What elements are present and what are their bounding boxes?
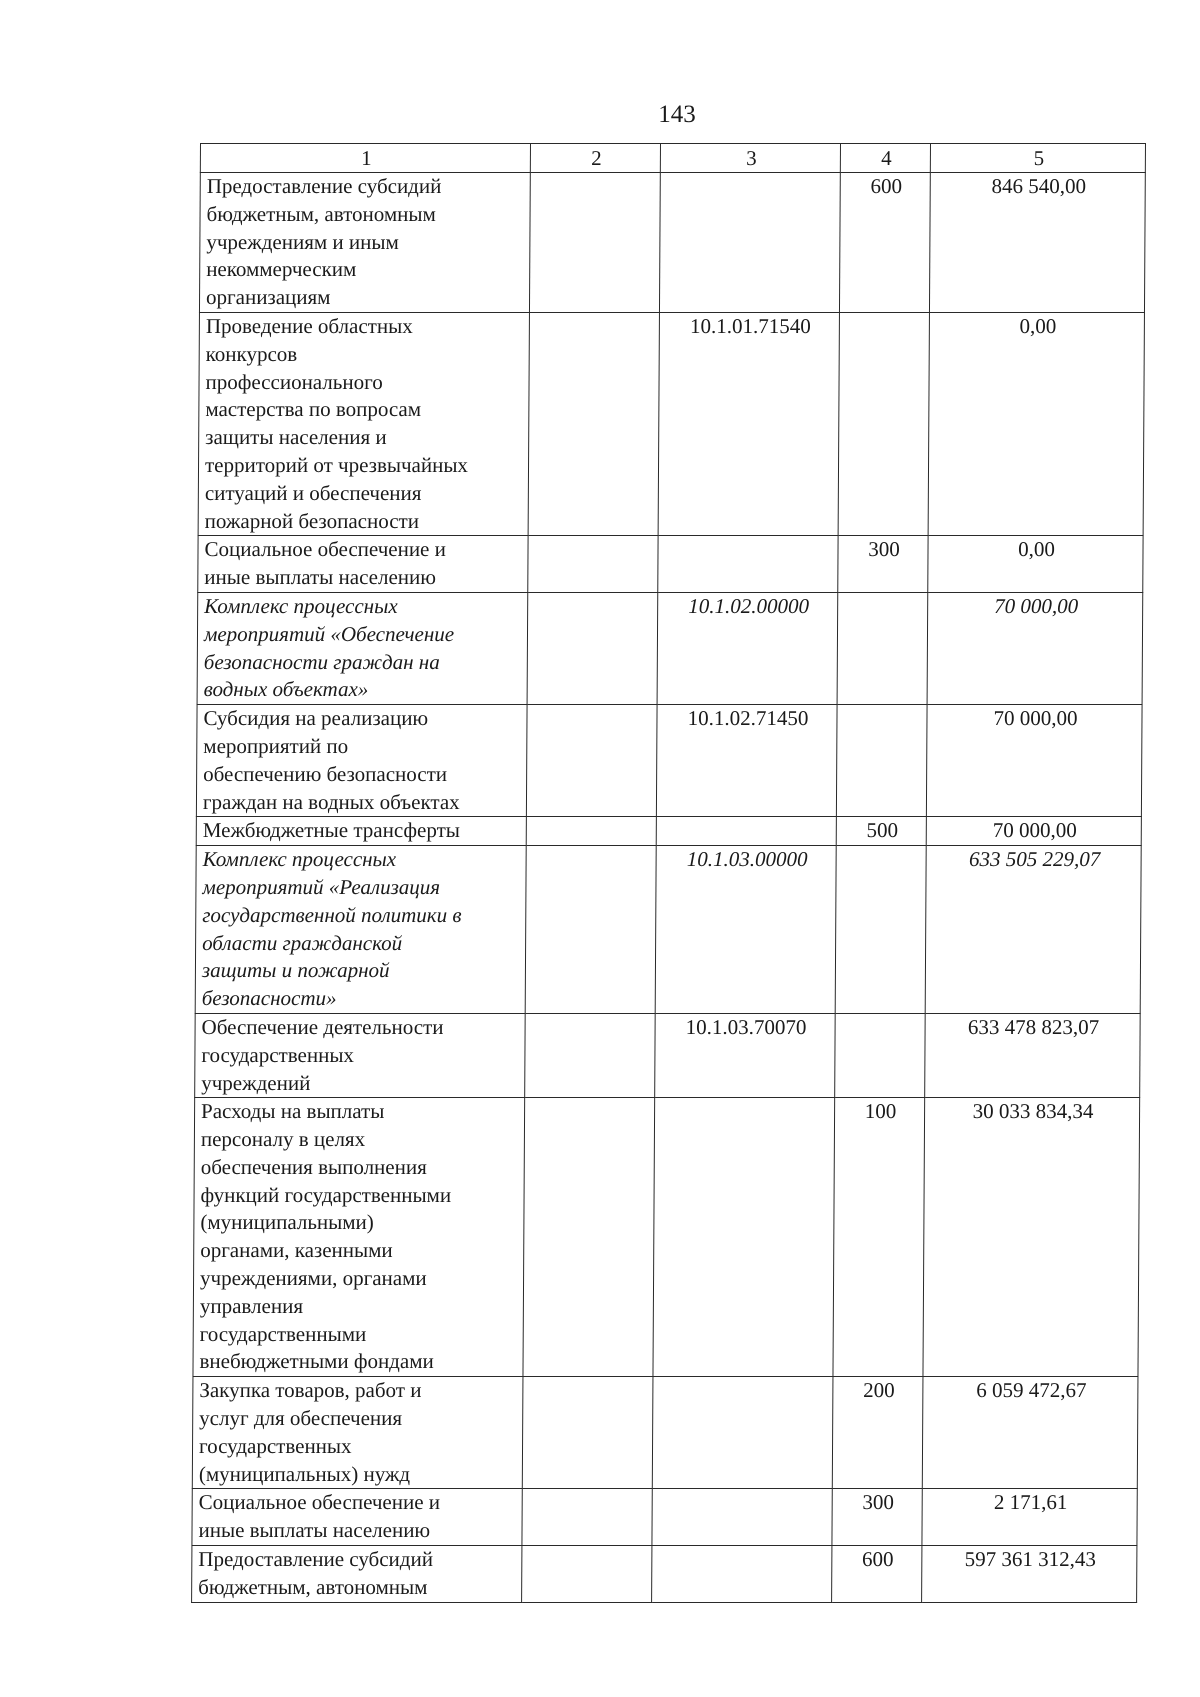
row-name-cell [198, 536, 528, 593]
row-code-cell: 10.1.03.00000 [655, 846, 836, 1014]
row-name-line: (муниципальных) нужд [198, 1461, 411, 1486]
row-col2-cell [525, 1013, 656, 1097]
row-amount-cell: 633 478 823,07 [925, 1013, 1141, 1097]
row-code-cell: 10.1.02.71450 [656, 705, 837, 817]
row-name-cell [199, 173, 530, 313]
row-amount-cell: 597 361 312,43 [922, 1546, 1137, 1603]
row-name-line: учреждениям и иным [206, 229, 399, 254]
row-amount-cell: 0,00 [928, 312, 1144, 535]
row-name-cell [196, 705, 527, 817]
row-amount-cell: 70 000,00 [927, 592, 1143, 704]
row-name-line: обеспечения выполнения [200, 1154, 427, 1179]
page-number: 143 [658, 101, 696, 128]
row-name-line: Обеспечение деятельности [201, 1014, 444, 1039]
row-name-line: Проведение областных [205, 313, 413, 338]
table-row [198, 312, 1144, 535]
header-cell-2: 2 [530, 144, 660, 173]
row-code-cell: 10.1.03.70070 [655, 1013, 836, 1097]
row-type-cell: 600 [839, 173, 930, 313]
header-cell-1: 1 [200, 144, 530, 173]
row-code-cell [659, 173, 840, 313]
row-name-line: бюджетным, автономным [198, 1574, 428, 1599]
row-name-cell [196, 817, 526, 846]
row-name-line: услуг для обеспечения [199, 1406, 403, 1431]
row-name-line: организациям [205, 285, 331, 310]
row-amount-cell: 0,00 [928, 536, 1143, 593]
row-name-line: Расходы на выплаты [201, 1099, 385, 1124]
row-name-line: мастерства по вопросам [205, 397, 422, 422]
row-type-cell: 300 [832, 1489, 922, 1546]
row-amount-cell: 846 540,00 [929, 173, 1145, 313]
row-name-line: функций государственными [200, 1182, 452, 1207]
row-name-line: водных объектах» [203, 677, 369, 702]
row-code-cell [658, 536, 838, 593]
row-code-cell: 10.1.01.71540 [658, 312, 839, 535]
row-code-cell [653, 1098, 835, 1377]
row-code-cell [652, 1489, 832, 1546]
header-cell-5: 5 [930, 144, 1145, 173]
row-type-cell [835, 846, 926, 1014]
row-col2-cell [526, 817, 656, 846]
table-row [197, 592, 1143, 704]
row-code-cell: 10.1.02.00000 [657, 592, 838, 704]
row-type-cell: 100 [833, 1098, 925, 1377]
row-name-line: профессионального [205, 369, 383, 394]
row-type-cell [838, 312, 929, 535]
row-name-cell [195, 1013, 526, 1097]
row-name-line: Социальное обеспечение и [198, 1490, 441, 1515]
row-type-cell [835, 1013, 926, 1097]
row-type-cell [837, 592, 928, 704]
row-type-cell: 200 [832, 1377, 923, 1489]
table-row [198, 536, 1143, 593]
row-name-line: государственных [201, 1042, 355, 1067]
row-name-line: безопасности граждан на [203, 649, 440, 674]
row-col2-cell [528, 312, 659, 535]
row-name-line: учреждений [201, 1070, 311, 1095]
row-amount-cell: 70 000,00 [926, 817, 1141, 846]
row-name-line: обеспечению безопасности [203, 761, 448, 786]
row-name-line: бюджетным, автономным [206, 201, 436, 226]
row-col2-cell [526, 705, 657, 817]
table-row [199, 173, 1145, 313]
budget-table-wrapper [191, 143, 1146, 1603]
row-name-line: граждан на водных объектах [202, 789, 460, 814]
row-name-line: органами, казенными [200, 1238, 393, 1263]
row-name-line: Комплекс процессных [204, 593, 398, 618]
row-code-cell [652, 1546, 832, 1603]
row-name-cell [192, 1377, 523, 1489]
row-amount-cell: 633 505 229,07 [925, 846, 1141, 1014]
row-name-cell [197, 592, 528, 704]
row-name-line: Предоставление субсидий [198, 1547, 434, 1572]
row-name-line: мероприятий «Обеспечение [203, 621, 455, 646]
row-name-line: Закупка товаров, работ и [199, 1378, 422, 1403]
row-type-cell: 500 [836, 817, 926, 846]
row-name-cell [192, 1489, 522, 1546]
header-cell-4: 4 [840, 144, 930, 173]
table-row [192, 1489, 1137, 1546]
row-name-line: персоналу в целях [200, 1127, 366, 1152]
row-name-line: Комплекс процессных [202, 847, 397, 872]
row-name-line: государственными [199, 1321, 367, 1346]
row-name-line: внебюджетными фондами [199, 1349, 434, 1374]
row-name-line: государственной политики в [202, 902, 462, 927]
table-row [192, 1377, 1138, 1489]
row-col2-cell [525, 846, 656, 1014]
row-col2-cell [527, 592, 658, 704]
row-amount-cell: 30 033 834,34 [923, 1098, 1140, 1377]
row-name-line: мероприятий «Реализация [202, 874, 441, 899]
row-name-cell [193, 1098, 525, 1377]
row-name-line: (муниципальными) [200, 1210, 374, 1235]
row-col2-cell [522, 1377, 653, 1489]
row-amount-cell: 70 000,00 [926, 705, 1142, 817]
row-name-cell [192, 1546, 522, 1603]
row-type-cell: 300 [838, 536, 928, 593]
table-row [192, 1546, 1137, 1603]
row-amount-cell: 2 171,61 [922, 1489, 1137, 1546]
row-col2-cell [522, 1546, 652, 1603]
row-code-cell [656, 817, 836, 846]
row-col2-cell [522, 1489, 652, 1546]
row-name-line: ситуаций и обеспечения [204, 480, 422, 505]
row-name-line: Субсидия на реализацию [203, 706, 429, 731]
row-name-cell [198, 312, 529, 535]
table-row [195, 846, 1141, 1014]
row-name-line: пожарной безопасности [204, 508, 420, 533]
row-name-line: территорий от чрезвычайных [204, 452, 469, 477]
row-name-line: защиты населения и [205, 425, 387, 450]
table-header-row [200, 144, 1145, 173]
row-name-line: учреждениями, органами [199, 1266, 427, 1291]
row-col2-cell [529, 173, 660, 313]
row-col2-cell [523, 1098, 655, 1377]
header-cell-3: 3 [660, 144, 840, 173]
row-name-line: защиты и пожарной [201, 958, 390, 983]
row-type-cell [836, 705, 927, 817]
row-name-line: управления [199, 1293, 304, 1318]
table-row [193, 1098, 1140, 1377]
row-name-line: иные выплаты населению [204, 565, 437, 590]
row-name-line: некоммерческим [206, 257, 357, 282]
row-name-line: области гражданской [202, 930, 403, 955]
row-name-line: Межбюджетные трансферты [202, 818, 460, 843]
table-row [196, 817, 1141, 846]
row-name-line: Социальное обеспечение и [204, 537, 446, 562]
row-name-line: иные выплаты населению [198, 1518, 431, 1543]
row-name-line: конкурсов [205, 341, 298, 366]
row-name-line: государственных [198, 1433, 352, 1458]
table-row [196, 705, 1142, 817]
row-amount-cell: 6 059 472,67 [922, 1377, 1138, 1489]
table-row [195, 1013, 1141, 1097]
row-name-line: Предоставление субсидий [206, 174, 442, 198]
row-name-line: мероприятий по [203, 733, 349, 758]
row-name-line: безопасности» [201, 986, 337, 1011]
row-type-cell: 600 [832, 1546, 922, 1603]
budget-table [191, 143, 1146, 1603]
row-name-cell [195, 846, 526, 1014]
row-col2-cell [528, 536, 658, 593]
row-code-cell [652, 1377, 833, 1489]
